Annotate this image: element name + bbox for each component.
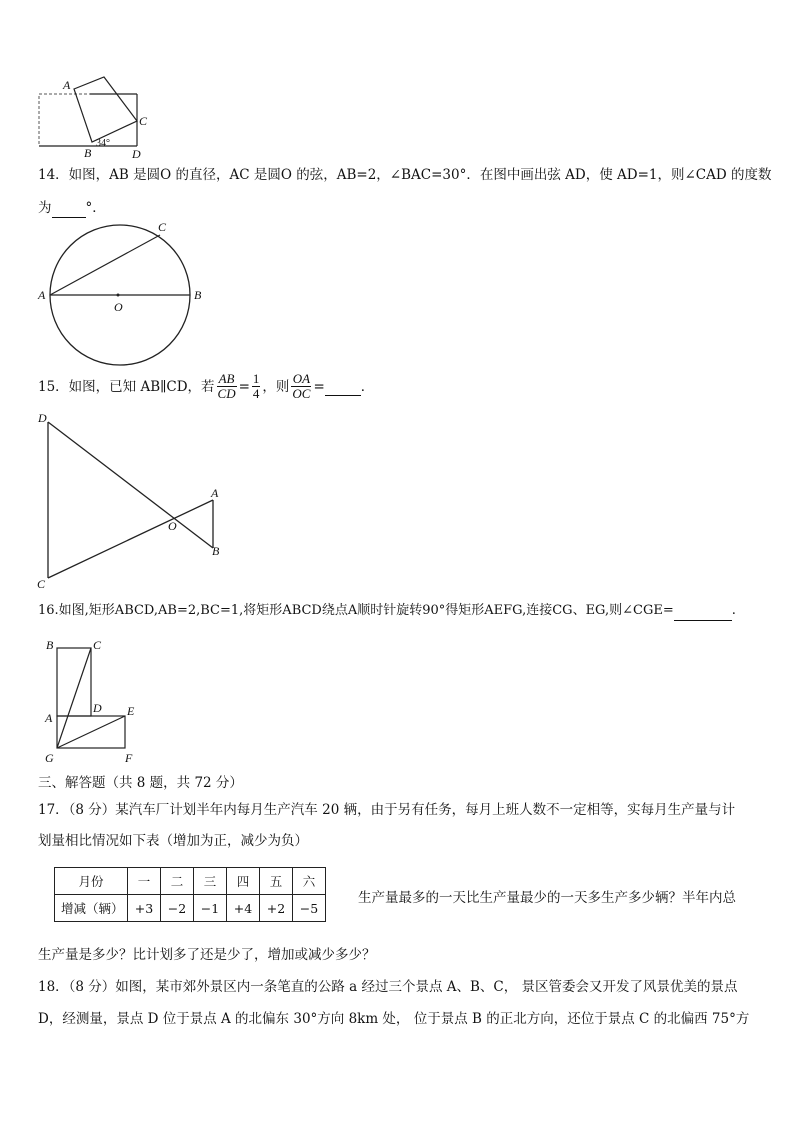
q15-fraction-oa-oc: $\frac{OA}{OC}$ xyxy=(292,371,311,401)
fig15-label-c: C xyxy=(37,577,46,591)
q15-fraction-ab-cd: $\frac{AB}{CD}$ xyxy=(217,371,236,401)
fig16-label-f: F xyxy=(125,751,133,765)
q15-equals: = xyxy=(238,378,250,395)
table-cell: −2 xyxy=(161,895,194,922)
fig14-label-c: C xyxy=(158,220,167,234)
q14-line2-prefix: 为 xyxy=(38,200,52,216)
q17-side-text: 生产量最多的一天比生产量最少的一天多生产多少辆？半年内总 xyxy=(358,890,736,906)
q15-fraction-1-4: $\frac{1}{4}$ xyxy=(252,371,260,401)
table-cell: +2 xyxy=(260,895,293,922)
table-header-cell: 六 xyxy=(293,868,326,895)
figure-q14-circle xyxy=(30,215,220,370)
figure-q15 xyxy=(30,410,240,595)
fig14-label-a: A xyxy=(38,288,46,302)
q16-question: 16.如图,矩形ABCD,AB=2,BC=1,将矩形ABCD绕点A顺时针旋转90°得矩形AEFG,连接CG、EG,则∠CGE= xyxy=(38,603,674,618)
q17-line1: 17．（8 分）某汽车厂计划半年内每月生产汽车 20 辆，由于另有任务，每月上班人数不一定相等，实每月生产量与计 xyxy=(38,802,736,818)
table-header-cell: 三 xyxy=(194,868,227,895)
q15-equals2: = xyxy=(313,378,325,395)
fig16-label-c: C xyxy=(93,638,102,652)
fig15-label-o: O xyxy=(168,519,177,533)
fig16-label-e: E xyxy=(127,704,135,718)
fig13-label-d: D xyxy=(132,147,141,161)
table-row xyxy=(55,895,326,922)
fig16-label-g: G xyxy=(45,751,54,765)
table-cell: +4 xyxy=(227,895,260,922)
table-header-cell: 五 xyxy=(260,868,293,895)
table-cell: −1 xyxy=(194,895,227,922)
q16-answer-blank[interactable] xyxy=(674,608,732,621)
q15-answer-blank[interactable] xyxy=(325,383,361,396)
q15-suffix: ． xyxy=(360,378,375,395)
section3-heading: 三、解答题（共 8 题，共 72 分） xyxy=(38,775,243,791)
q15-mid: ，则 xyxy=(262,378,290,395)
fig13-label-c: C xyxy=(139,114,148,128)
q18-line2: D，经测量，景点 D 位于景点 A 的北偏东 30°方向 8km 处， 位于景点 B 的正北方向，还位于景点 C 的北偏西 75°方 xyxy=(38,1011,750,1027)
table-row xyxy=(55,868,326,895)
fig16-label-a: A xyxy=(45,711,53,725)
q17-line2: 划量相比情况如下表（增加为正，减少为负） xyxy=(38,833,308,849)
fig15-label-b: B xyxy=(212,544,220,558)
figure-q16 xyxy=(38,632,148,767)
figure-q13 xyxy=(30,75,160,165)
fig15-label-a: A xyxy=(211,486,219,500)
fig13-angle: 34° xyxy=(96,138,110,149)
fig16-label-b: B xyxy=(46,638,54,652)
table-header-cell: 一 xyxy=(128,868,161,895)
table-header-cell: 四 xyxy=(227,868,260,895)
table-header-cell: 二 xyxy=(161,868,194,895)
q15-prefix: 15．如图，已知 AB∥CD，若 xyxy=(38,378,215,395)
fig14-label-o: O xyxy=(114,300,123,314)
fig14-label-b: B xyxy=(194,288,202,302)
q16-suffix: . xyxy=(731,603,736,618)
fig16-label-d: D xyxy=(93,701,102,715)
q17-line3: 生产量是多少？比计划多了还是少了，增加或减少多少？ xyxy=(38,947,376,963)
table-cell: +3 xyxy=(128,895,161,922)
q16-text xyxy=(38,601,736,621)
table-cell: −5 xyxy=(293,895,326,922)
q14-line2-suffix: °． xyxy=(85,200,106,216)
q14-line1: 14．如图，AB 是圆O 的直径，AC 是圆O 的弦，AB=2，∠BAC=30°．在图中画出弦 AD，使 AD=1，则∠CAD 的度数 xyxy=(38,167,772,183)
table-row-label: 增减（辆） xyxy=(55,895,128,922)
fig13-label-b: B xyxy=(84,146,92,160)
fig15-label-d: D xyxy=(38,411,47,425)
q17-table xyxy=(54,867,326,922)
q18-line1: 18．（8 分）如图，某市郊外景区内一条笔直的公路 a 经过三个景点 A、B、C， 景区管委会又开发了风景优美的景点 xyxy=(38,979,738,995)
table-header-month: 月份 xyxy=(55,868,128,895)
fig13-label-a: A xyxy=(63,78,71,92)
q15-text xyxy=(38,372,374,401)
